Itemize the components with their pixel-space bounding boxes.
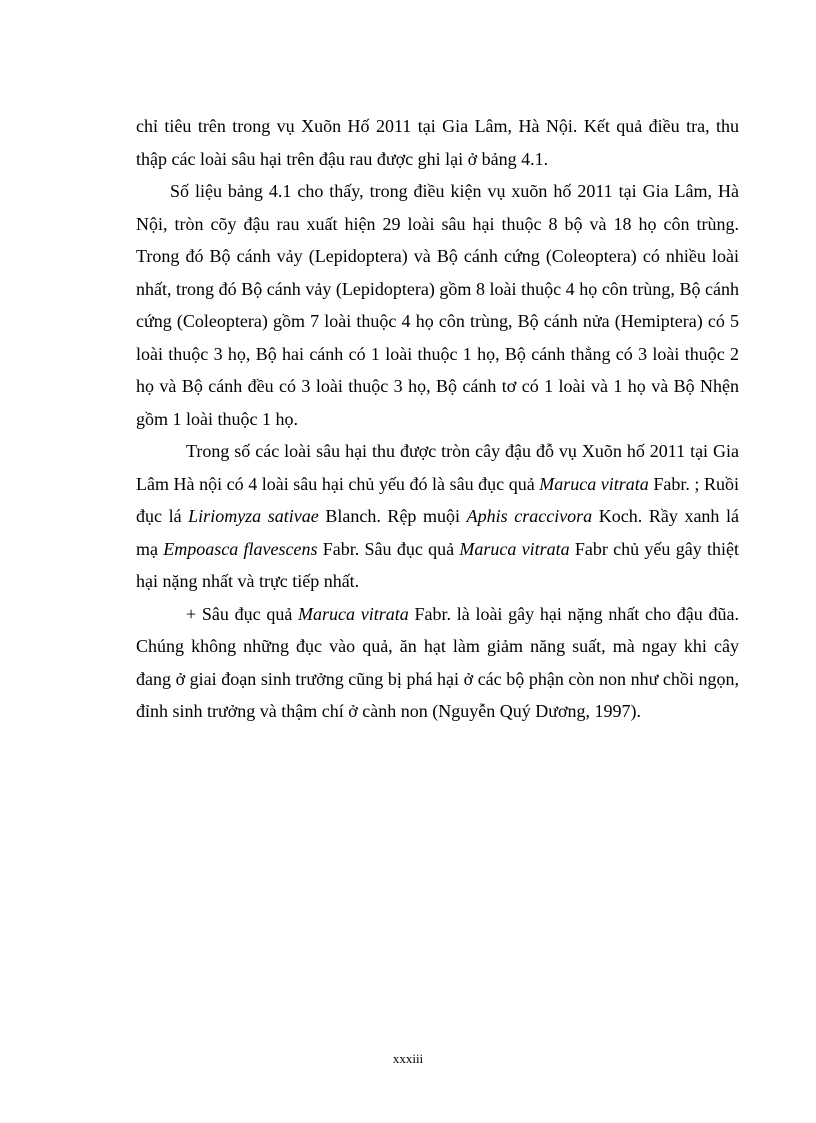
paragraph-3-text-3: Blanch. Rệp muội — [318, 506, 467, 526]
paragraph-2: Số liệu bảng 4.1 cho thấy, trong điều kiện vụ xuõn hố 2011 tại Gia Lâm, Hà Nội, tròn cõy đậu rau xuất hiện 29 loài sâu hại thuộc 8 bộ và 18 họ côn trùng. Trong đó Bộ cánh vảy (Lepidoptera) và Bộ cánh cứng (Coleoptera) có nhiều loài nhất, trong đó Bộ cánh vảy (Lepidoptera) gồm 8 loài thuộc 4 họ côn trùng, Bộ cánh cứng (Coleoptera) gồm 7 loài thuộc 4 họ côn trùng, Bộ cánh nửa (Hemiptera) có 5 loài thuộc 3 họ, Bộ hai cánh có 1 loài thuộc 1 họ, Bộ cánh thẳng có 3 loài thuộc 2 họ và Bộ cánh đều có 3 loài thuộc 3 họ, Bộ cánh tơ có 1 loài và 1 họ và Bộ Nhện gồm 1 loài thuộc 1 họ. — [136, 181, 739, 429]
paragraph-4-text-1: + Sâu đục quả — [186, 603, 299, 624]
page-number: xxxiii — [392, 1051, 424, 1066]
paragraph-4 — [136, 598, 739, 728]
species-name-maruca-vitrata-2: Maruca vitrata — [459, 538, 570, 559]
paragraph-3 — [136, 435, 739, 598]
paragraph-3-text-1: Trong số các loài sâu hại thu được tròn cây đậu đỗ vụ Xuõn hố 2011 tại Gia Lâm Hà nội có 4 loài sâu hại chủ yếu đó là sâu đục quả — [136, 441, 739, 494]
species-name-maruca-vitrata: Maruca vitrata — [539, 473, 649, 494]
species-name-empoasca-flavescens: Empoasca flavescens — [163, 538, 318, 559]
paragraph-1: chỉ tiêu trên trong vụ Xuõn Hố 2011 tại Gia Lâm, Hà Nội. Kết quả điều tra, thu thập các loài sâu hại trên đậu rau được ghi lại ở bảng 4.1. — [136, 116, 739, 169]
paragraph-4-text-2: Fabr. là loài gây hại nặng nhất cho đậu đũa. Chúng không những đục vào quả, ăn hạt làm giảm năng suất, mà ngay khi cây đang ở giai đoạn sinh trưởng cũng bị phá hại ở các bộ phận còn non như chồi ngọn, đỉnh sinh trưởng và thậm chí ở cành non (Nguyễn Quý Dương, 1997). — [136, 603, 739, 721]
paragraph-3-text-4: Koch. Rầy xanh lá mạ — [136, 506, 740, 559]
species-name-liriomyza-sativae: Liriomyza sativae — [188, 506, 319, 526]
paragraph-3-text-6: Fabr chủ yếu gây thiệt hại nặng nhất và trực tiếp nhất. — [136, 538, 739, 591]
paragraph-3-text-2: Fabr. ; Ruồi đục lá — [136, 473, 739, 526]
species-name-maruca-vitrata-3: Maruca vitrata — [298, 603, 409, 624]
species-name-aphis-craccivora: Aphis craccivora — [466, 506, 593, 526]
body-text — [136, 110, 739, 728]
paragraph-3-text-5: Fabr. Sâu đục quả — [317, 538, 460, 559]
